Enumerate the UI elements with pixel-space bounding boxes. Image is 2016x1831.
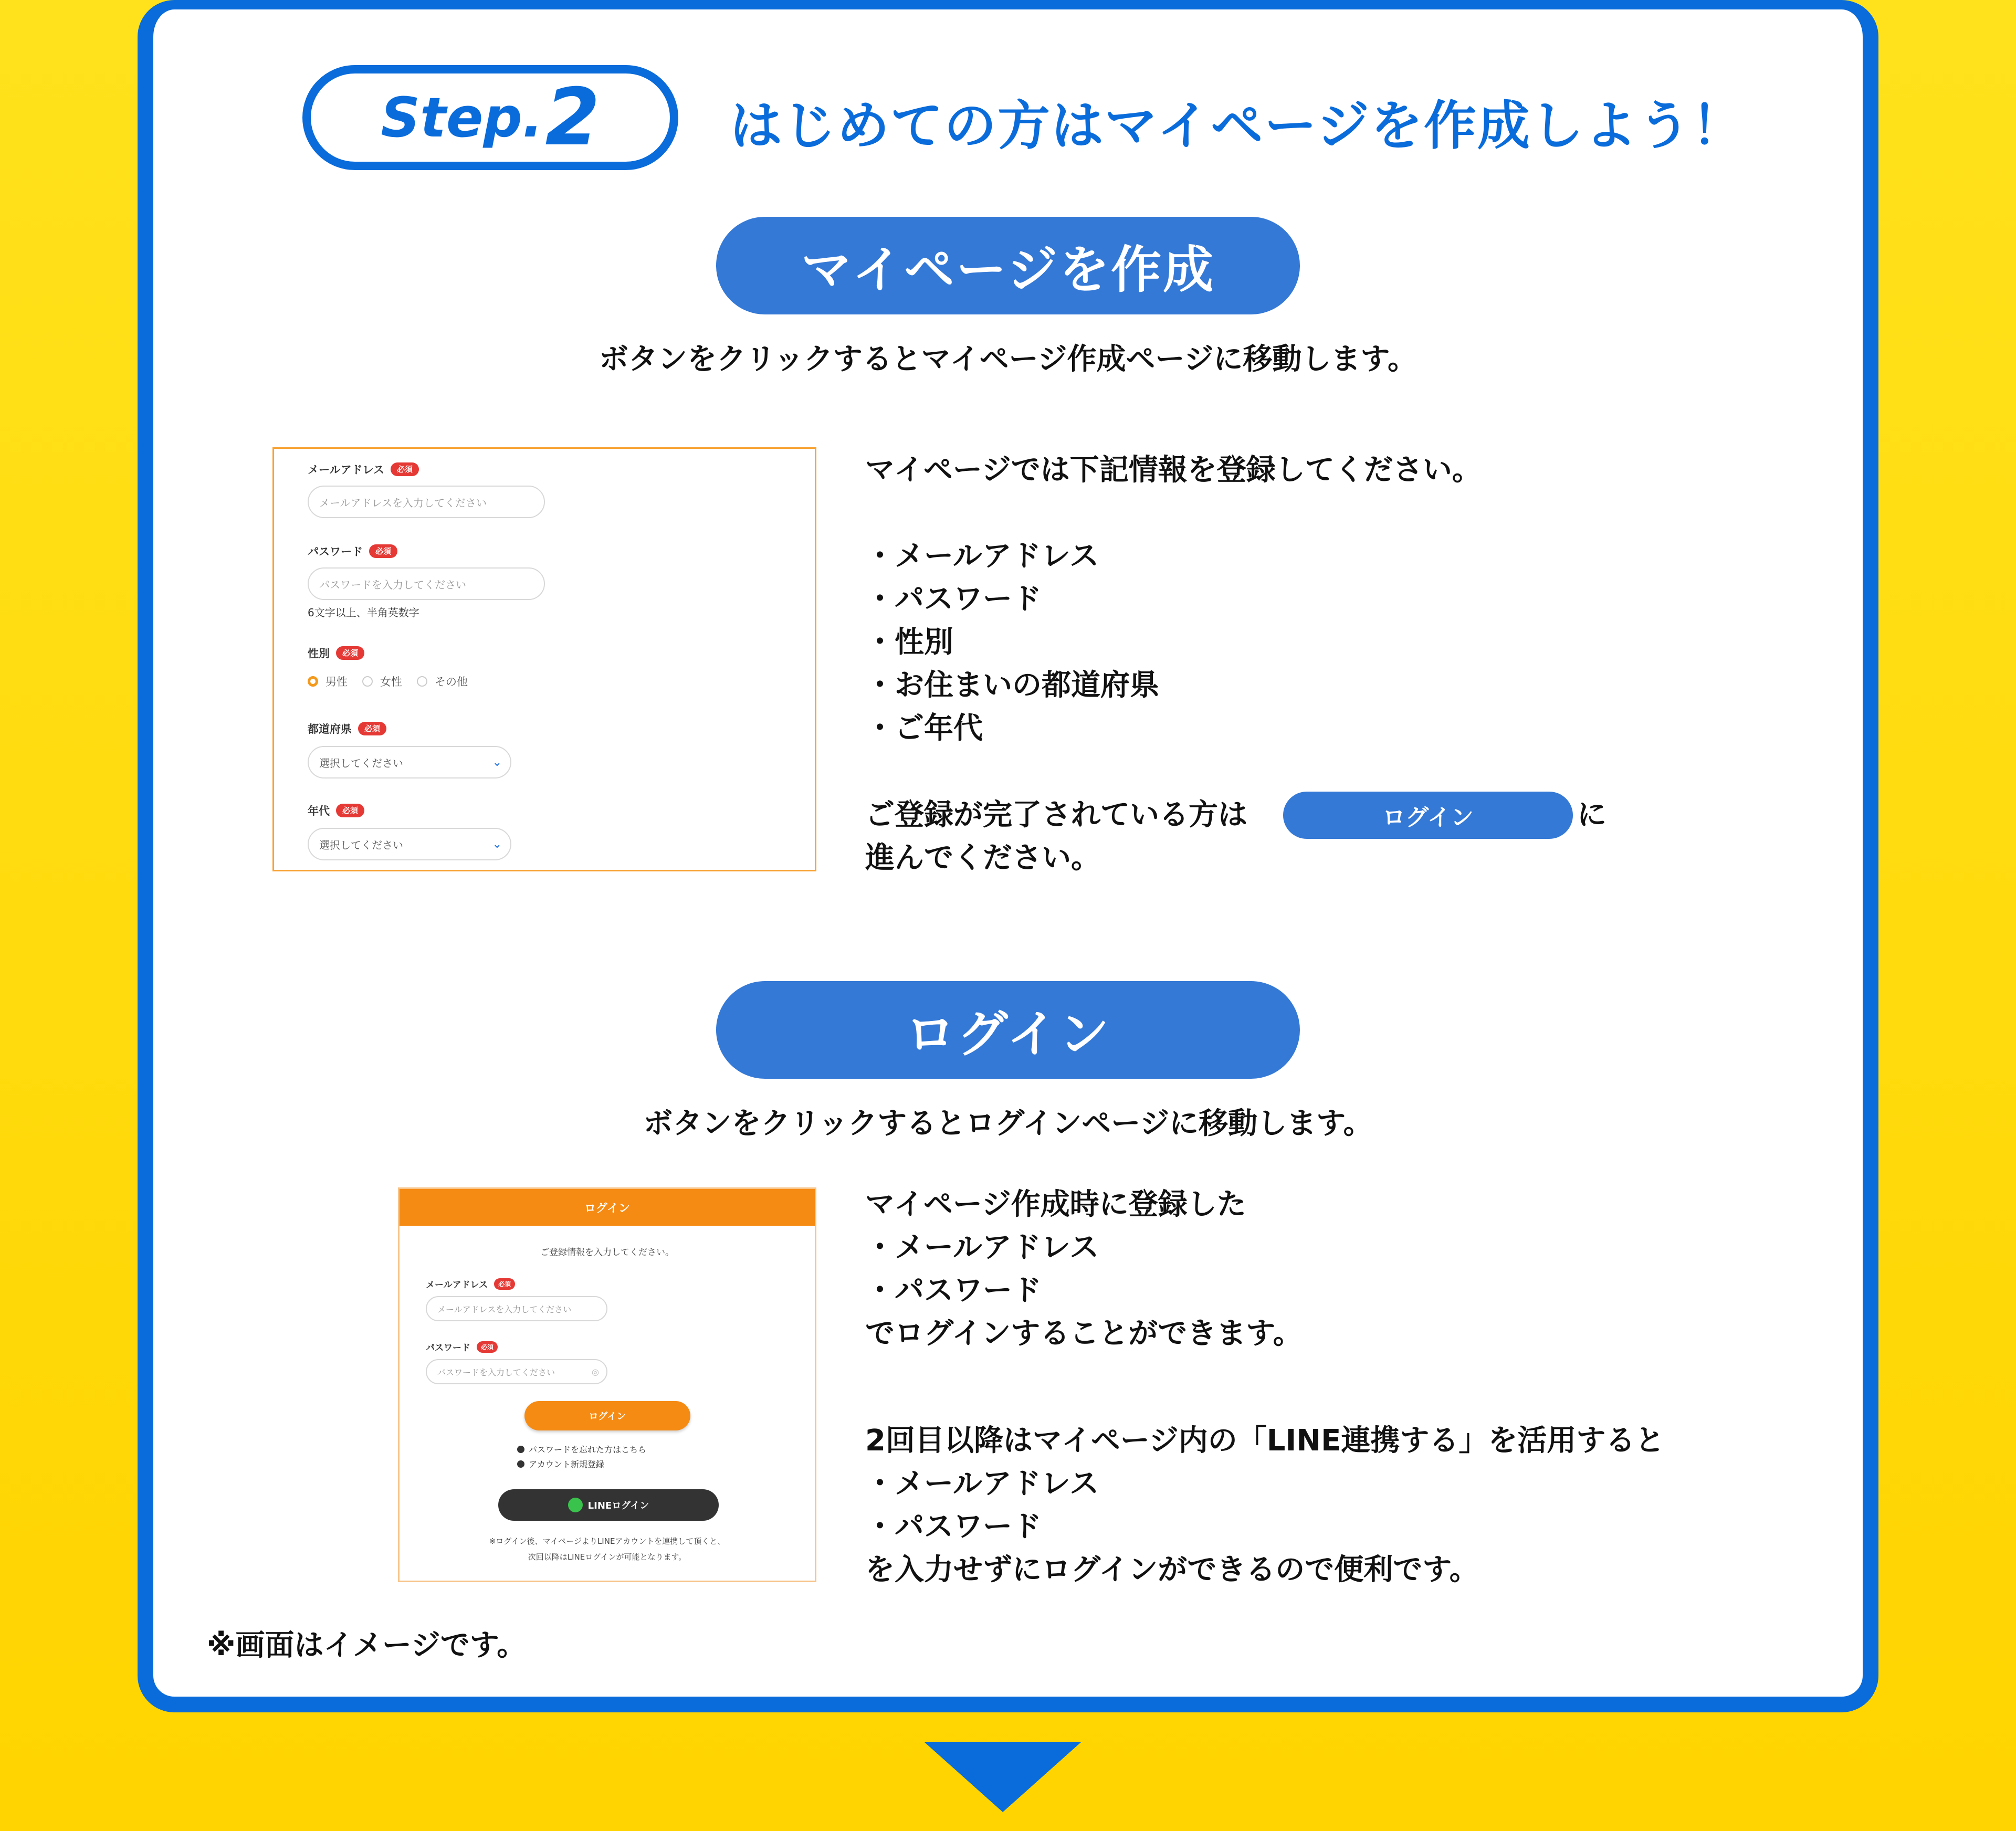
signup-link: アカウント新規登録 (517, 1458, 604, 1470)
page-title: はじめての方はマイページを作成しよう！ (730, 95, 1745, 156)
arrow-circle-icon (517, 1460, 524, 1468)
email-field: メールアドレスを入力してください (308, 486, 545, 518)
password-field: パスワードを入力してください (308, 567, 545, 600)
line-login-button: LINEログイン (498, 1489, 719, 1521)
list-item: ・ご年代 (865, 711, 983, 745)
gender-option: 女性 (380, 676, 402, 688)
login-description-2: 2回目以降はマイページ内の「LINE連携する」を活用すると ・メールアドレス ・パスワード を入力せずにログインができるので便利です。 (865, 1424, 1665, 1587)
eye-icon: ◎ (592, 1366, 599, 1377)
list-item: ・性別 (865, 625, 953, 659)
required-badge: 必須 (477, 1341, 498, 1353)
age-select: 選択してください ⌄ (308, 828, 511, 860)
gender-option: その他 (435, 676, 468, 688)
login-caption: ボタンをクリックするとログインページに移動します。 (643, 1107, 1373, 1141)
mock-login-button: ログイン (524, 1401, 690, 1430)
email-field: メールアドレスを入力してください (426, 1296, 607, 1321)
registered-prefix: ご登録が完了されている方は (865, 798, 1247, 832)
password-label: パスワード 必須 (426, 1340, 498, 1353)
line-icon (568, 1498, 583, 1512)
chevron-down-icon: ⌄ (492, 755, 502, 769)
radio-icon (417, 676, 427, 687)
registered-suffix: に (1577, 798, 1606, 832)
arrow-circle-icon (517, 1446, 524, 1453)
create-mypage-button[interactable]: マイページを作成 (716, 217, 1300, 314)
list-item: ・お住まいの都道府県 (865, 668, 1159, 702)
list-item: ・パスワード (865, 1510, 1042, 1544)
gender-option: 男性 (326, 676, 348, 688)
list-item: ・パスワード (865, 1274, 1042, 1308)
image-note: ※画面はイメージです。 (207, 1628, 527, 1662)
gender-radio-group (308, 674, 468, 689)
required-badge: 必須 (494, 1278, 515, 1290)
inline-login-button[interactable]: ログイン (1283, 792, 1573, 839)
login-button[interactable]: ログイン (716, 981, 1300, 1079)
step-number: 2 (545, 72, 600, 163)
registered-line2: 進んでください。 (865, 841, 1100, 875)
down-arrow-icon (924, 1742, 1082, 1812)
login-header: ログイン (400, 1189, 815, 1226)
age-label: 年代 必須 (308, 803, 364, 818)
email-label: メールアドレス 必須 (426, 1277, 515, 1290)
prefecture-select: 選択してください ⌄ (308, 746, 511, 778)
password-note: 6文字以上、半角英数字 (308, 606, 419, 619)
password-label: パスワード 必須 (308, 543, 397, 559)
step-label: Step. (381, 86, 543, 150)
radio-icon (362, 676, 373, 687)
email-label: メールアドレス 必須 (308, 461, 419, 477)
step-badge (302, 65, 678, 170)
forgot-password-link: パスワードを忘れた方はこちら (517, 1443, 646, 1455)
list-item: ・メールアドレス (865, 1230, 1099, 1265)
password-field: パスワードを入力してください ◎ (426, 1359, 607, 1384)
list-item: ・メールアドレス (865, 1467, 1099, 1501)
required-badge: 必須 (336, 646, 364, 660)
required-badge: 必須 (391, 462, 419, 476)
required-badge: 必須 (358, 722, 386, 735)
registration-form-screenshot (272, 447, 816, 871)
login-screen-screenshot (398, 1187, 816, 1582)
chevron-down-icon: ⌄ (492, 837, 502, 851)
list-item: ・メールアドレス (865, 539, 1099, 573)
required-badge: 必須 (369, 544, 397, 558)
create-description: マイページでは下記情報を登録してください。 ・メールアドレス ・パスワード ・性別 ・お住まいの都道府県 ・ご年代 (865, 449, 1482, 750)
list-item: ・パスワード (865, 582, 1042, 616)
line-note-2: 次回以降はLINEログインが可能となります。 (528, 1552, 687, 1562)
line-note-1: ※ログイン後、マイページよりLINEアカウントを連携して頂くと、 (489, 1537, 726, 1546)
create-caption: ボタンをクリックするとマイページ作成ページに移動します。 (599, 342, 1417, 376)
login-description-1: マイページ作成時に登録した ・メールアドレス ・パスワード でログインすることができます。 (865, 1187, 1303, 1351)
required-badge: 必須 (336, 804, 364, 817)
prefecture-label: 都道府県 必須 (308, 721, 386, 736)
login-prompt: ご登録情報を入力してください。 (540, 1247, 674, 1258)
radio-icon (308, 676, 318, 687)
gender-label: 性別 必須 (308, 645, 364, 661)
